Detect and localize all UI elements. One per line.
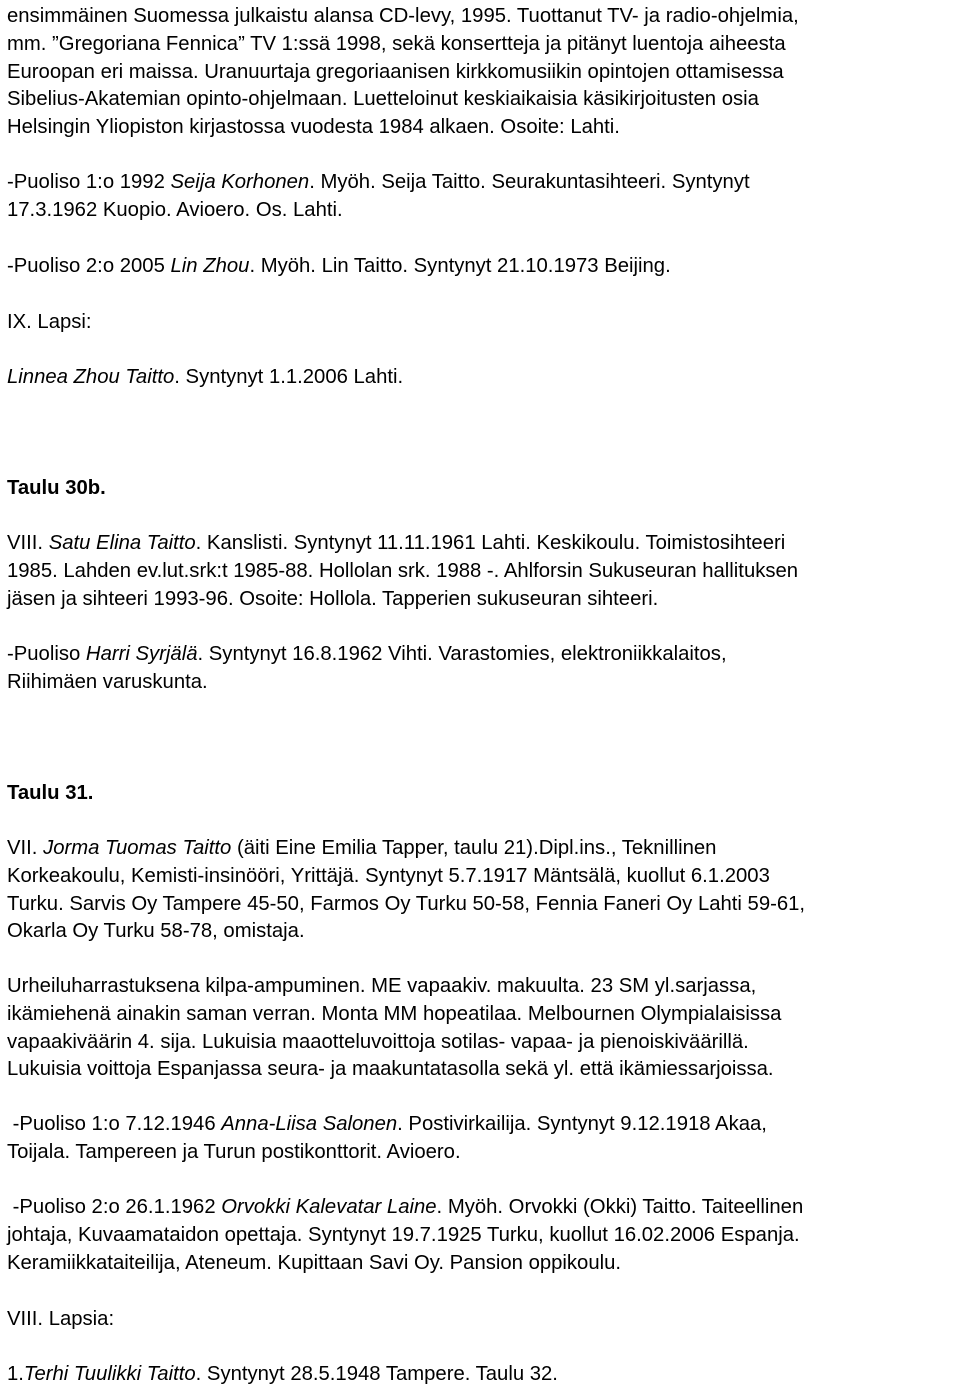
spouse-details-line-2: Riihimäen varuskunta. xyxy=(7,670,208,693)
spouse-2-paragraph xyxy=(7,253,950,281)
spouse-details: . Syntynyt 16.8.1962 Vihti. Varastomies, elektroniikkalaitos, xyxy=(197,643,727,665)
spouse-2-prefix: -Puoliso 2:o 26.1.1962 xyxy=(7,1196,222,1218)
spouse-2-details: . Myöh. Lin Taitto. Syntynyt 21.10.1973 Beijing. xyxy=(249,255,671,277)
sports-line-2: ikämiehenä ainakin saman verran. Monta MM hopeatilaa. Melbournen Olympialaisissa xyxy=(7,1002,782,1025)
table-31-heading: Taulu 31. xyxy=(7,782,94,804)
sports-line-3: vapaakiväärin 4. sija. Lukuisia maaotteluvoittoja sotilas- vapaa- ja pienoiskiväärillä. xyxy=(7,1030,749,1053)
person-details-line-2: 1985. Lahden ev.lut.srk:t 1985-88. Hollolan srk. 1988 -. Ahlforsin Sukuseuran hallituksen xyxy=(7,559,799,582)
child-name: Linnea Zhou Taitto xyxy=(7,366,175,388)
intro-line-2: mm. ”Gregoriana Fennica” TV 1:ssä 1998, sekä konsertteja ja pitänyt luentoja aiheesta xyxy=(7,32,786,55)
intro-line-3: Euroopan eri maissa. Uranuurtaja gregoriaanisen kirkkomusiikin opintojen ottamisessa xyxy=(7,60,784,83)
table-31-person-paragraph xyxy=(7,835,950,946)
spouse-2-details: . Myöh. Orvokki (Okki) Taitto. Taiteellinen xyxy=(436,1196,804,1218)
sports-line-1: Urheiluharrastuksena kilpa-ampuminen. ME vapaakiv. makuulta. 23 SM yl.sarjassa, xyxy=(7,975,757,997)
intro-paragraph xyxy=(7,3,950,142)
child-details: . Syntynyt 28.5.1948 Tampere. Taulu 32. xyxy=(195,1363,558,1385)
person-details: (äiti Eine Emilia Tapper, taulu 21).Dipl.ins., Teknillinen xyxy=(231,837,717,859)
table-30b-heading: Taulu 30b. xyxy=(7,477,106,499)
spouse-1-prefix: -Puoliso 1:o 1992 xyxy=(7,171,171,193)
person-details-line-2: Korkeakoulu, Kemisti-insinööri, Yrittäjä. Syntynyt 5.7.1917 Mäntsälä, kuollut 6.1.2003 xyxy=(7,864,770,887)
generation-label: VII. xyxy=(7,837,44,859)
table-31-spouse-1-paragraph xyxy=(7,1111,950,1167)
child-entry-ix xyxy=(7,364,950,392)
table-31-child-1 xyxy=(7,1361,950,1389)
spouse-1-name: Seija Korhonen xyxy=(170,171,310,193)
person-details-line-4: Okarla Oy Turku 58-78, omistaja. xyxy=(7,920,305,943)
person-details-line-3: jäsen ja sihteeri 1993-96. Osoite: Hollola. Tapperien sukuseuran sihteeri. xyxy=(7,587,659,610)
spouse-name: Harri Syrjälä xyxy=(85,643,198,665)
spouse-2-prefix: -Puoliso 2:o 2005 xyxy=(7,255,171,277)
person-details: . Kanslisti. Syntynyt 11.11.1961 Lahti. Keskikoulu. Toimistosihteeri xyxy=(195,532,786,554)
spouse-1-details: . Myöh. Seija Taitto. Seurakuntasihteeri. Syntynyt xyxy=(309,171,750,193)
intro-line-1: ensimmäinen Suomessa julkaistu alansa CD-levy, 1995. Tuottanut TV- ja radio-ohjelmia, xyxy=(7,5,799,27)
intro-line-5: Helsingin Yliopiston kirjastossa vuodesta 1984 alkaen. Osoite: Lahti. xyxy=(7,116,620,139)
generation-label: VIII. xyxy=(7,532,49,554)
person-name: Jorma Tuomas Taitto xyxy=(43,837,232,859)
sports-paragraph xyxy=(7,973,950,1084)
spouse-2-details-line-2: johtaja, Kuvaamataidon opettaja. Syntynyt 19.7.1925 Turku, kuollut 16.02.2006 Espanja. xyxy=(7,1223,800,1246)
spouse-prefix: -Puoliso xyxy=(7,643,86,665)
spouse-1-details-line-2: 17.3.1962 Kuopio. Avioero. Os. Lahti. xyxy=(7,198,343,221)
child-name: Terhi Tuulikki Taitto xyxy=(23,1363,196,1385)
table-31-children-heading: VIII. Lapsia: xyxy=(7,1308,115,1330)
spouse-2-name: Lin Zhou xyxy=(170,255,250,277)
child-number: 1. xyxy=(7,1363,24,1385)
spouse-1-details: . Postivirkailija. Syntynyt 9.12.1918 Akaa, xyxy=(397,1113,767,1135)
spouse-1-prefix: -Puoliso 1:o 7.12.1946 xyxy=(7,1113,222,1135)
sports-line-4: Lukuisia voittoja Espanjassa seura- ja maakuntatasolla sekä yl. että ikämiessarjoissa. xyxy=(7,1058,774,1081)
child-details: . Syntynyt 1.1.2006 Lahti. xyxy=(174,366,404,388)
person-details-line-3: Turku. Sarvis Oy Tampere 45-50, Farmos Oy Turku 50-58, Fennia Faneri Oy Lahti 59-61, xyxy=(7,892,806,915)
intro-line-4: Sibelius-Akatemian opinto-ohjelmaan. Luetteloinut keskiaikaisia käsikirjoitusten osia xyxy=(7,88,759,111)
person-name: Satu Elina Taitto xyxy=(48,532,196,554)
table-30b-person-paragraph xyxy=(7,530,950,613)
spouse-2-details-line-3: Keramiikkataiteilija, Ateneum. Kupittaan Savi Oy. Pansion oppikoulu. xyxy=(7,1251,622,1274)
spouse-1-paragraph xyxy=(7,169,950,225)
table-31-spouse-2-paragraph xyxy=(7,1194,950,1277)
spouse-1-name: Anna-Liisa Salonen xyxy=(221,1113,398,1135)
spouse-2-name: Orvokki Kalevatar Laine xyxy=(221,1196,437,1218)
table-30b-spouse-paragraph xyxy=(7,641,950,697)
spouse-1-details-line-2: Toijala. Tampereen ja Turun postikonttorit. Avioero. xyxy=(7,1140,461,1163)
children-heading-ix: IX. Lapsi: xyxy=(7,311,92,333)
